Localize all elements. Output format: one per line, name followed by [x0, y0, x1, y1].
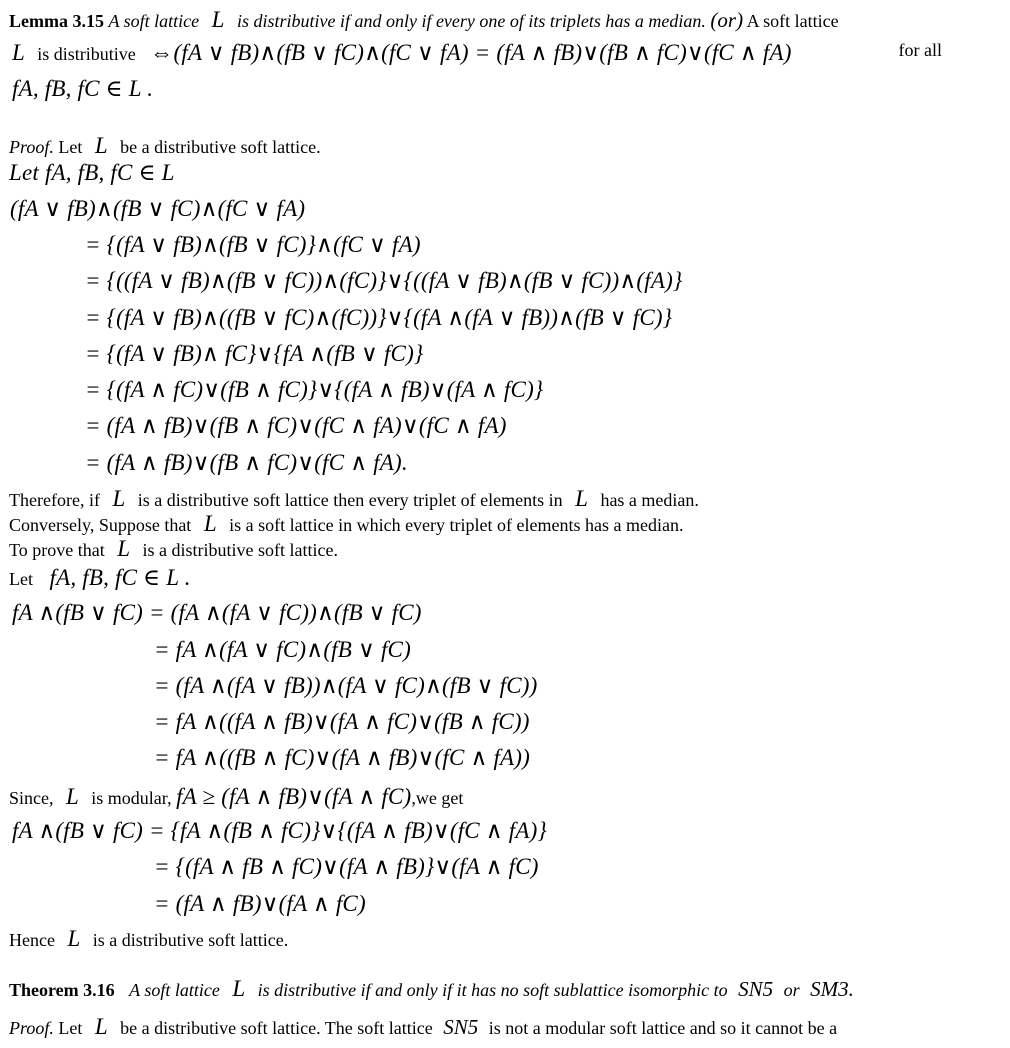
proof-text: ,we get — [411, 788, 464, 808]
lemma-formula-line3: fA, fB, fC ∈ L . — [12, 76, 154, 101]
derivation-step: (fA ∨ fB)∧(fB ∨ fC)∧(fC ∨ fA) — [10, 196, 306, 221]
proof-text: is a soft lattice in which every triplet of elements has a median. — [229, 515, 684, 535]
lattice-symbol: L — [94, 133, 108, 158]
proof-text: is a distributive soft lattice. — [92, 930, 289, 950]
theorem-text: or — [783, 980, 800, 1000]
since-formula: fA ≥ (fA ∧ fB)∨(fA ∧ fC) — [176, 784, 412, 809]
derivation-step: = fA ∧((fA ∧ fB)∨(fA ∧ fC)∨(fB ∧ fC)) — [154, 709, 530, 734]
derivation-step: = {(fA ∧ fB ∧ fC)∨(fA ∧ fB)}∨(fA ∧ fC) — [154, 854, 539, 879]
lattice-symbol: L — [112, 486, 126, 511]
lemma-text: is distributive — [37, 44, 136, 64]
proof-text: Let — [9, 569, 33, 589]
theorem-label: Theorem 3.16 — [9, 980, 115, 1000]
derivation-step: = (fA ∧ fB)∨(fA ∧ fC) — [154, 891, 366, 916]
let-formula: fA, fB, fC ∈ L . — [49, 565, 191, 590]
let-line — [9, 160, 175, 186]
proof-text: Let — [58, 1018, 83, 1038]
lattice-symbol: L — [232, 976, 246, 1001]
proof-label: Proof. — [9, 1018, 54, 1038]
proof-text: be a distributive soft lattice. — [120, 137, 321, 157]
proof-text: is a distributive soft lattice. — [142, 540, 338, 560]
let2-line — [9, 565, 191, 591]
theorem-text: is distributive if and only if it has no soft sublattice isomorphic to — [257, 980, 728, 1000]
lemma-statement-line2 — [12, 40, 942, 66]
proof-text: Hence — [9, 930, 55, 950]
proof-text: is modular, — [91, 788, 172, 808]
lemma-text: A soft lattice — [108, 11, 200, 31]
theorem-statement — [9, 976, 854, 1002]
proof-text: Conversely, Suppose that — [9, 515, 192, 535]
derivation-step: fA ∧(fB ∨ fC) = (fA ∧(fA ∨ fC))∧(fB ∨ fC) — [12, 600, 422, 625]
derivation-step: = {(fA ∨ fB)∧ fC}∨{fA ∧(fB ∨ fC)} — [85, 341, 424, 366]
lemma-text: is distributive if and only if every one of its triplets has a median. — [236, 11, 706, 31]
proof-text: Let — [58, 137, 83, 157]
lattice-symbol: L — [203, 511, 217, 536]
lemma-label: Lemma 3.15 — [9, 11, 104, 31]
lemma-formula: ⇔(fA ∨ fB)∧(fB ∨ fC)∧(fC ∨ fA) = (fA ∧ fB)∨(fB ∧ fC)∨(fC ∧ fA) — [150, 40, 792, 65]
proof-label: Proof. — [9, 137, 54, 157]
derivation-step: = {((fA ∨ fB)∧(fB ∨ fC))∧(fC)}∨{((fA ∨ fB)∧(fB ∨ fC))∧(fA)} — [85, 268, 683, 293]
proof-text: has a median. — [600, 490, 699, 510]
hence-line — [9, 926, 288, 952]
derivation-step: = {(fA ∧ fC)∨(fB ∧ fC)}∨{(fA ∧ fB)∨(fA ∧ fC)} — [85, 377, 544, 402]
proof-text: is a distributive soft lattice then every triplet of elements in — [137, 490, 563, 510]
since-line — [9, 784, 463, 810]
sn5-symbol: SN5 — [443, 1015, 479, 1039]
lemma-statement-line1 — [9, 7, 839, 33]
lattice-symbol: L — [575, 486, 588, 511]
proof-text: Therefore, if — [9, 490, 100, 510]
derivation-step: = fA ∧(fA ∨ fC)∧(fB ∨ fC) — [154, 637, 411, 662]
derivation-step: = (fA ∧ fB)∨(fB ∧ fC)∨(fC ∧ fA). — [85, 450, 408, 475]
let-formula: Let fA, fB, fC ∈ L — [9, 160, 175, 185]
lattice-symbol: L — [211, 7, 225, 32]
therefore-line — [9, 486, 699, 512]
proof-text: is not a modular soft lattice and so it cannot be a — [488, 1018, 838, 1038]
lattice-symbol: L — [12, 40, 25, 65]
or-text: (or) — [710, 8, 744, 32]
conversely-line — [9, 511, 683, 537]
sm3-symbol: SM3. — [810, 977, 854, 1001]
toprove-line — [9, 536, 338, 562]
lattice-symbol: L — [117, 536, 131, 561]
proof-text: be a distributive soft lattice. The soft lattice — [120, 1018, 433, 1038]
derivation-step: fA ∧(fB ∨ fC) = {fA ∧(fB ∧ fC)}∨{(fA ∧ fB)∨(fC ∧ fA)} — [12, 818, 547, 843]
proof-intro — [9, 133, 321, 159]
derivation-step: = (fA ∧(fA ∨ fB))∧(fA ∨ fC)∧(fB ∨ fC)) — [154, 673, 538, 698]
theorem-text: A soft lattice — [129, 980, 220, 1000]
lattice-symbol: L — [67, 926, 81, 951]
proof-text: To prove that — [9, 540, 105, 560]
lemma-text: for all — [898, 40, 942, 60]
lattice-symbol: L — [66, 784, 79, 809]
lemma-text: A soft lattice — [746, 11, 839, 31]
proof2-line — [9, 1014, 837, 1040]
derivation-step: = {(fA ∨ fB)∧((fB ∨ fC)∧(fC))}∨{(fA ∧(fA ∨ fB))∧(fB ∨ fC)} — [85, 305, 673, 330]
lattice-symbol: L — [94, 1014, 108, 1039]
proof-text: Since, — [9, 788, 54, 808]
sn5-symbol: SN5 — [738, 977, 774, 1001]
derivation-step: = (fA ∧ fB)∨(fB ∧ fC)∨(fC ∧ fA)∨(fC ∧ fA) — [85, 413, 507, 438]
derivation-step: = {(fA ∨ fB)∧(fB ∨ fC)}∧(fC ∨ fA) — [85, 232, 421, 257]
derivation-step: = fA ∧((fB ∧ fC)∨(fA ∧ fB)∨(fC ∧ fA)) — [154, 745, 531, 770]
